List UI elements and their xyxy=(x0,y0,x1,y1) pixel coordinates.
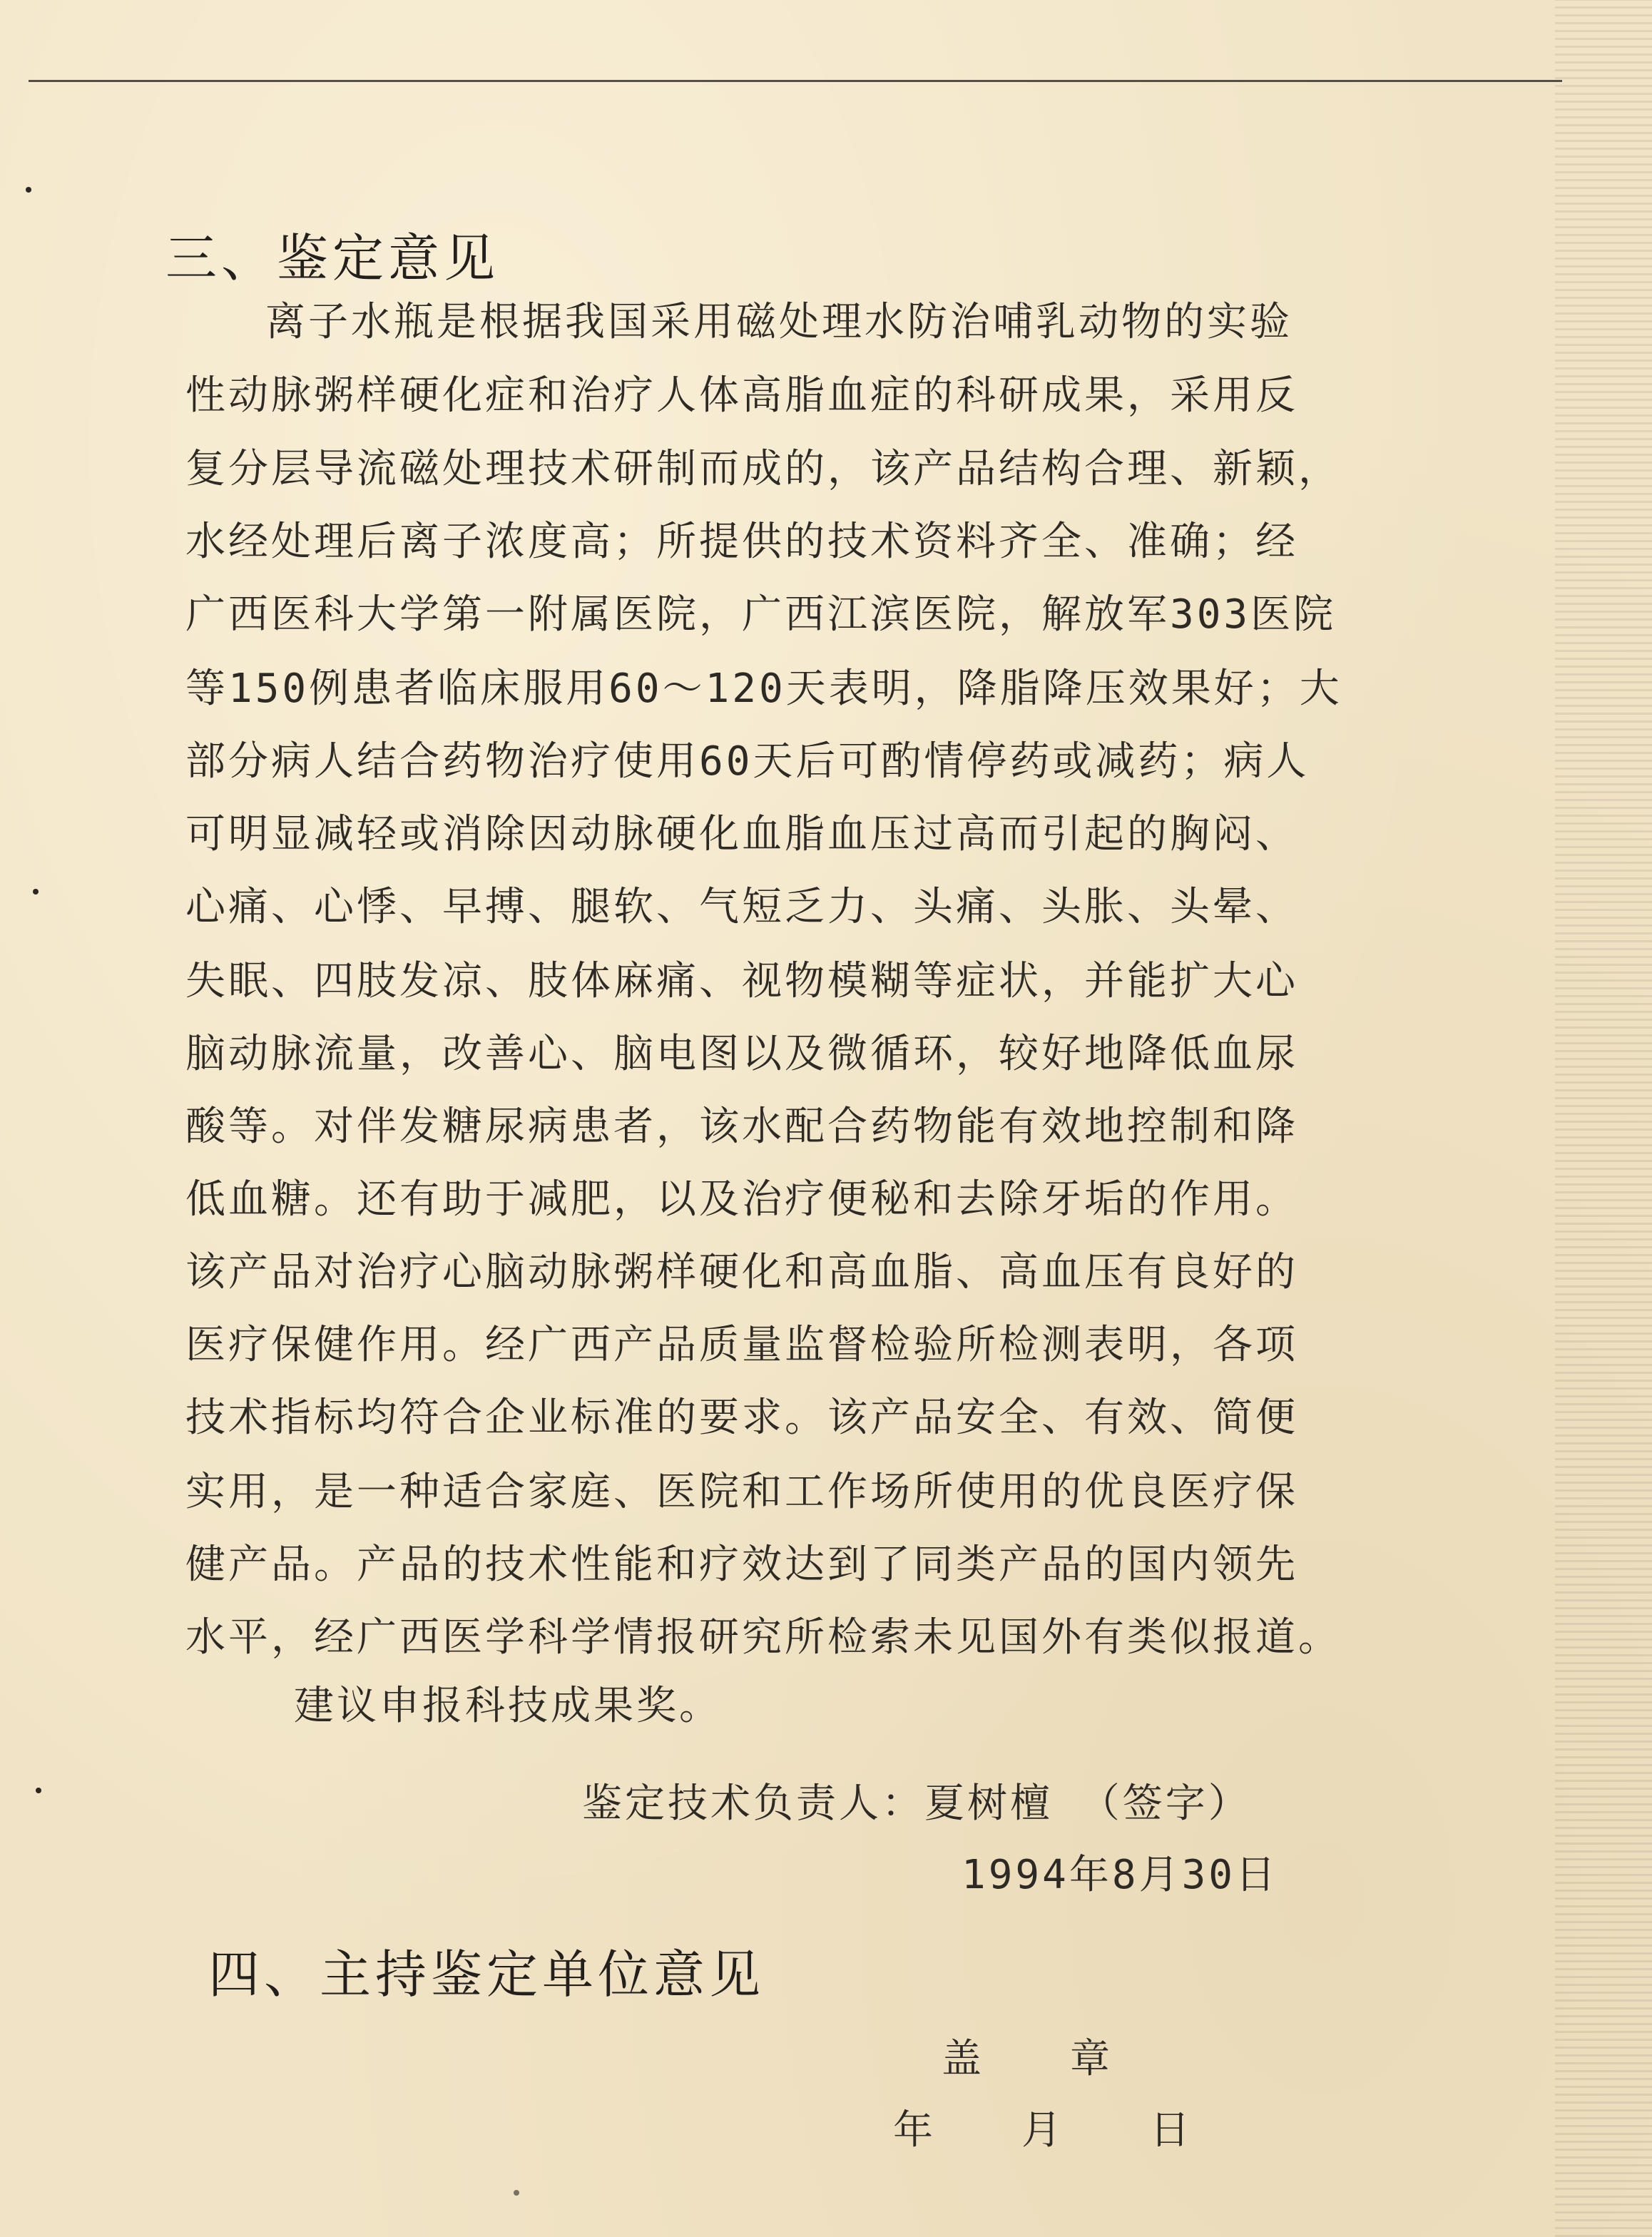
scan-speck xyxy=(26,187,31,193)
scan-speck xyxy=(36,1788,41,1793)
body-line: 技术指标均符合企业标准的要求。该产品安全、有效、简便 xyxy=(185,1395,1298,1441)
body-line: 广西医科大学第一附属医院，广西江滨医院，解放军303医院 xyxy=(185,591,1337,638)
body-line: 建议申报科技成果奖。 xyxy=(294,1683,722,1729)
body-line: 脑动脉流量，改善心、脑电图以及微循环，较好地降低血尿 xyxy=(185,1031,1298,1077)
body-line: 水经处理后离子浓度高；所提供的技术资料齐全、准确；经 xyxy=(185,519,1298,565)
appraisal-signer-line: 鉴定技术负责人：夏树檀 （签字） xyxy=(582,1780,1251,1827)
top-rule-line xyxy=(29,80,1562,82)
seal-label: 盖 章 xyxy=(942,2036,1113,2082)
body-line: 该产品对治疗心脑动脉粥样硬化和高血脂、高血压有良好的 xyxy=(185,1249,1298,1295)
body-line: 酸等。对伴发糖尿病患者，该水配合药物能有效地控制和降 xyxy=(185,1104,1298,1150)
body-line: 等150例患者临床服用60～120天表明，降脂降压效果好；大 xyxy=(185,666,1342,712)
body-line: 医疗保健作用。经广西产品质量监督检验所检测表明，各项 xyxy=(185,1322,1298,1368)
scan-speck xyxy=(33,889,39,895)
seal-date-blank: 年 月 日 xyxy=(893,2107,1193,2154)
scan-edge-noise xyxy=(1555,0,1652,2237)
section-3-heading: 三、鉴定意见 xyxy=(165,228,500,288)
body-line: 失眠、四肢发凉、肢体麻痛、视物模糊等症状，并能扩大心 xyxy=(185,958,1298,1004)
body-line: 健产品。产品的技术性能和疗效达到了同类产品的国内领先 xyxy=(185,1542,1298,1588)
body-line: 实用，是一种适合家庭、医院和工作场所使用的优良医疗保 xyxy=(185,1469,1298,1515)
body-line: 离子水瓶是根据我国采用磁处理水防治哺乳动物的实验 xyxy=(265,299,1292,345)
body-line: 水平，经广西医学科学情报研究所检索未见国外有类似报道。 xyxy=(185,1614,1341,1661)
body-line: 复分层导流磁处理技术研制而成的，该产品结构合理、新颖， xyxy=(185,446,1341,492)
body-line: 可明显减轻或消除因动脉硬化血脂血压过高而引起的胸闷、 xyxy=(185,811,1298,857)
appraisal-date: 1994年8月30日 xyxy=(962,1852,1279,1898)
body-line: 性动脉粥样硬化症和治疗人体高脂血症的科研成果，采用反 xyxy=(185,372,1298,419)
body-line: 低血糖。还有助于减肥，以及治疗便秘和去除牙垢的作用。 xyxy=(185,1176,1298,1223)
scan-speck xyxy=(514,2190,519,2196)
body-line: 部分病人结合药物治疗使用60天后可酌情停药或减药；病人 xyxy=(185,738,1310,785)
section-4-heading: 四、主持鉴定单位意见 xyxy=(208,1945,765,2004)
body-line: 心痛、心悸、早搏、腿软、气短乏力、头痛、头胀、头晕、 xyxy=(185,884,1298,930)
